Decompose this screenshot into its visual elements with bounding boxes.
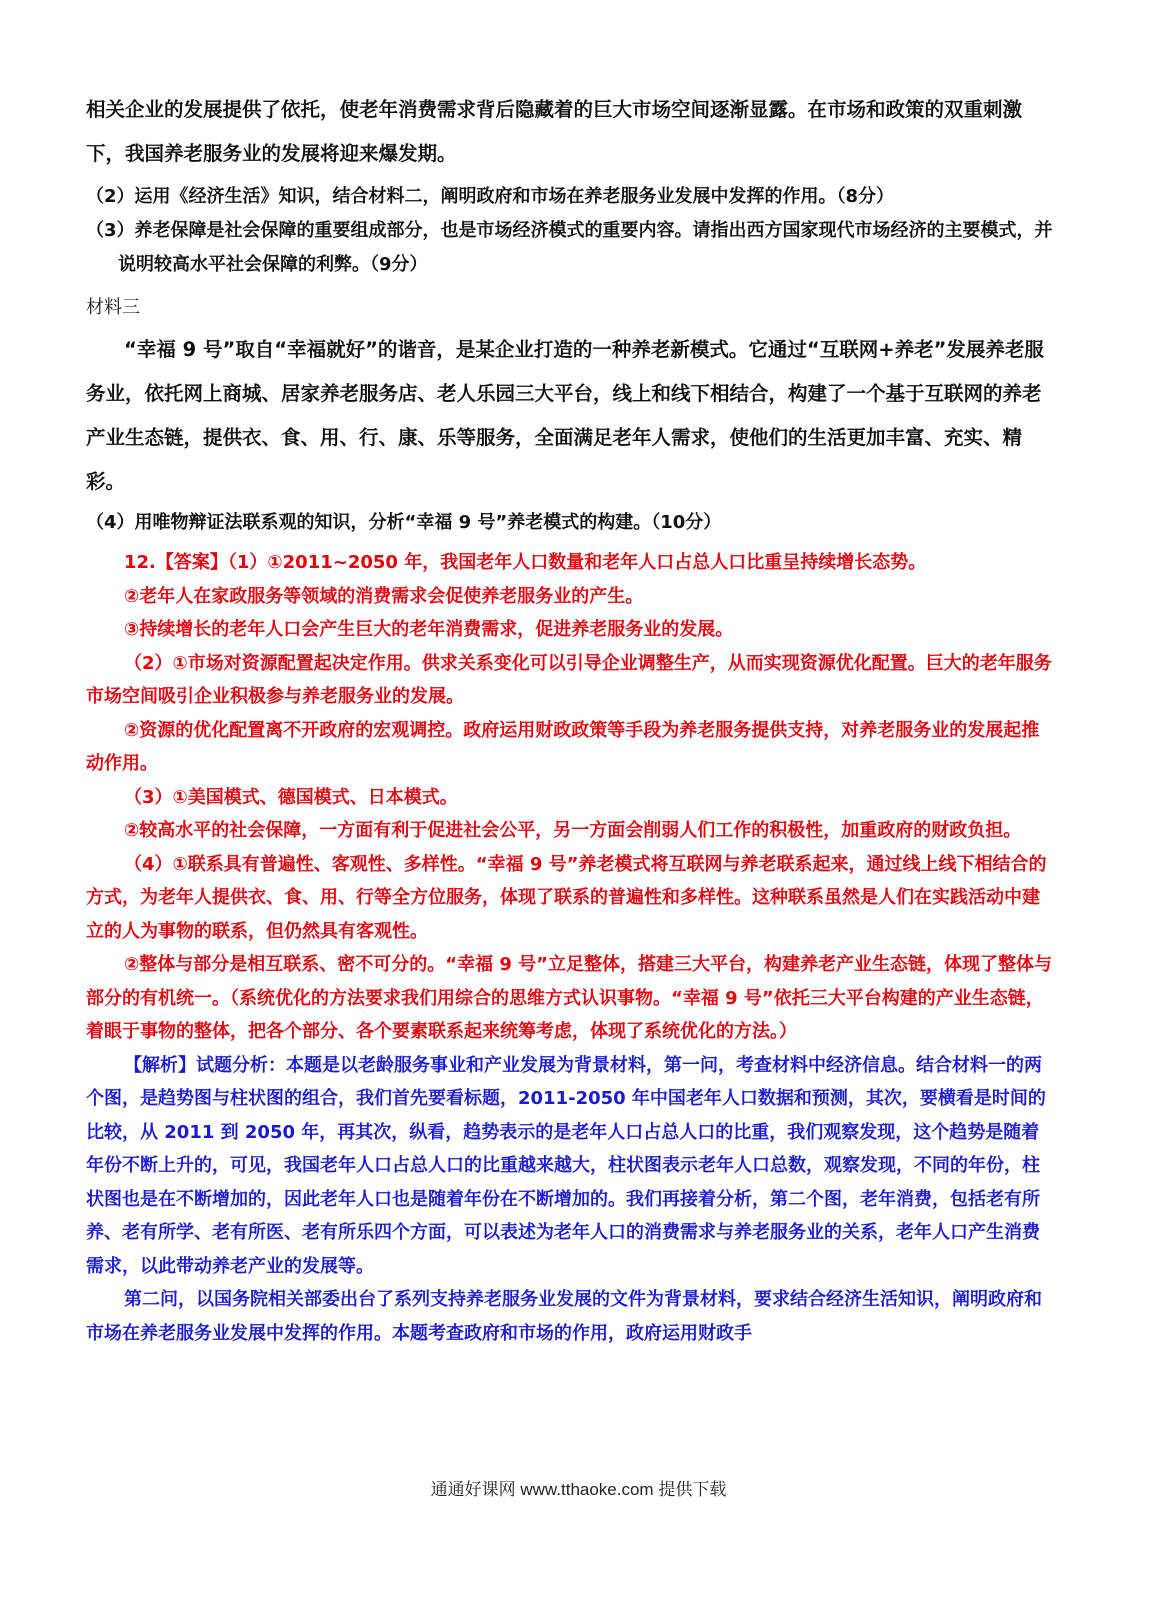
analysis-section (86, 1049, 1056, 1351)
answer-line: （2）①市场对资源配置起决定作用。供求关系变化可以引导企业调整生产，从而实现资源优化配置。巨大的老年服务市场空间吸引企业积极参与养老服务业的发展。 (86, 652, 1052, 707)
material3-label: 材料三 (86, 297, 140, 318)
answer-line: ②较高水平的社会保障，一方面有利于促进社会公平，另一方面会削弱人们工作的积极性，加重政府的财政负担。 (124, 820, 1022, 841)
question-4: （4）用唯物辩证法联系观的知识，分析“幸福 9 号”养老模式的构建。（10分） (86, 512, 722, 533)
question-2: （2）运用《经济生活》知识，结合材料二，阐明政府和市场在养老服务业发展中发挥的作用。（8分） (86, 186, 895, 207)
material2-tail: 相关企业的发展提供了依托，使老年消费需求背后隐藏着的巨大市场空间逐渐显露。在市场和政策的双重刺激下，我国养老服务业的发展将迎来爆发期。 (86, 98, 1023, 165)
analysis-paragraph: 第二问，以国务院相关部委出台了系列支持养老服务业发展的文件为背景材料，要求结合经济生活知识，阐明政府和市场在养老服务业发展中发挥的作用。本题考查政府和市场的作用，政府运用财政手 (86, 1289, 1042, 1344)
answer-line: ③持续增长的老年人口会产生巨大的老年消费需求，促进养老服务业的发展。 (124, 619, 734, 640)
answer-line: ②资源的优化配置离不开政府的宏观调控。政府运用财政政策等手段为养老服务提供支持，对养老服务业的发展起推动作用。 (86, 719, 1040, 774)
answer-line: ②老年人在家政服务等领域的消费需求会促使养老服务业的产生。 (124, 585, 644, 607)
analysis-paragraph: 【解析】试题分析：本题是以老龄服务事业和产业发展为背景材料，第一问，考查材料中经济信息。结合材料一的两个图，是趋势图与柱状图的组合，我们首先要看标题，2011-2050 年中国老年人口数据和预测，其次，要横看是时间的比较，从 2011 到 2050 年，再其次，纵看，趋势表示的是老年人口占总人口的比重，我们观察发现，这个趋势是随着年份不断上升的，可见，我国老年人口占总人口的比重越来越大，柱状图表示老年人口总数，观察发现，不同的年份，柱状图也是在不断增加的，因此老年人口也是随着年份在不断增加的。我们再接着分析，第二个图，老年消费，包括老有所养、老有所学、老有所医、老有所乐四个方面，可以表述为老年人口的消费需求与养老服务业的关系，老年人口产生消费需求，以此带动养老产业的发展等。 (86, 1054, 1046, 1277)
answer-line: （3）①美国模式、德国模式、日本模式。 (124, 786, 458, 808)
answer-line: （4）①联系具有普遍性、客观性、多样性。“幸福 9 号”养老模式将互联网与养老联系起来，通过线上线下相结合的方式，为老年人提供衣、食、用、行等全方位服务，体现了联系的普遍性和多样性。这种联系虽然是人们在实践活动中建立的人为事物的联系，但仍然具有客观性。 (86, 853, 1047, 942)
material3-text: “幸福 9 号”取自“幸福就好”的谐音，是某企业打造的一种养老新模式。它通过“互联网+养老”发展养老服务业，依托网上商城、居家养老服务店、老人乐园三大平台，线上和线下相结合，构建了一个基于互联网的养老产业生态链，提供衣、食、用、行、康、乐等服务，全面满足老年人需求，使他们的生活更加丰富、充实、精彩。 (86, 338, 1044, 493)
question-3: （3）养老保障是社会保障的重要组成部分，也是市场经济模式的重要内容。请指出西方国家现代市场经济的主要模式，并说明较高水平社会保障的利弊。（9分） (86, 220, 1053, 275)
page-footer: 通通好课网 www.tthaoke.com 提供下载 (430, 1480, 727, 1499)
answer-line: 12.【答案】（1）①2011~2050 年，我国老年人口数量和老年人口占总人口比重呈持续增长态势。 (124, 552, 927, 573)
answer-line: ②整体与部分是相互联系、密不可分的。“幸福 9 号”立足整体，搭建三大平台，构建养老产业生态链，体现了整体与部分的有机统一。（系统优化的方法要求我们用综合的思维方式认识事物。“幸福 9 号”依托三大平台构建的产业生态链，着眼于事物的整体，把各个部分、各个要素联系起来统筹考虑，体现了系统优化的方法。） (86, 954, 1052, 1042)
answer-section (86, 546, 1056, 1049)
document-page (86, 88, 1056, 1350)
